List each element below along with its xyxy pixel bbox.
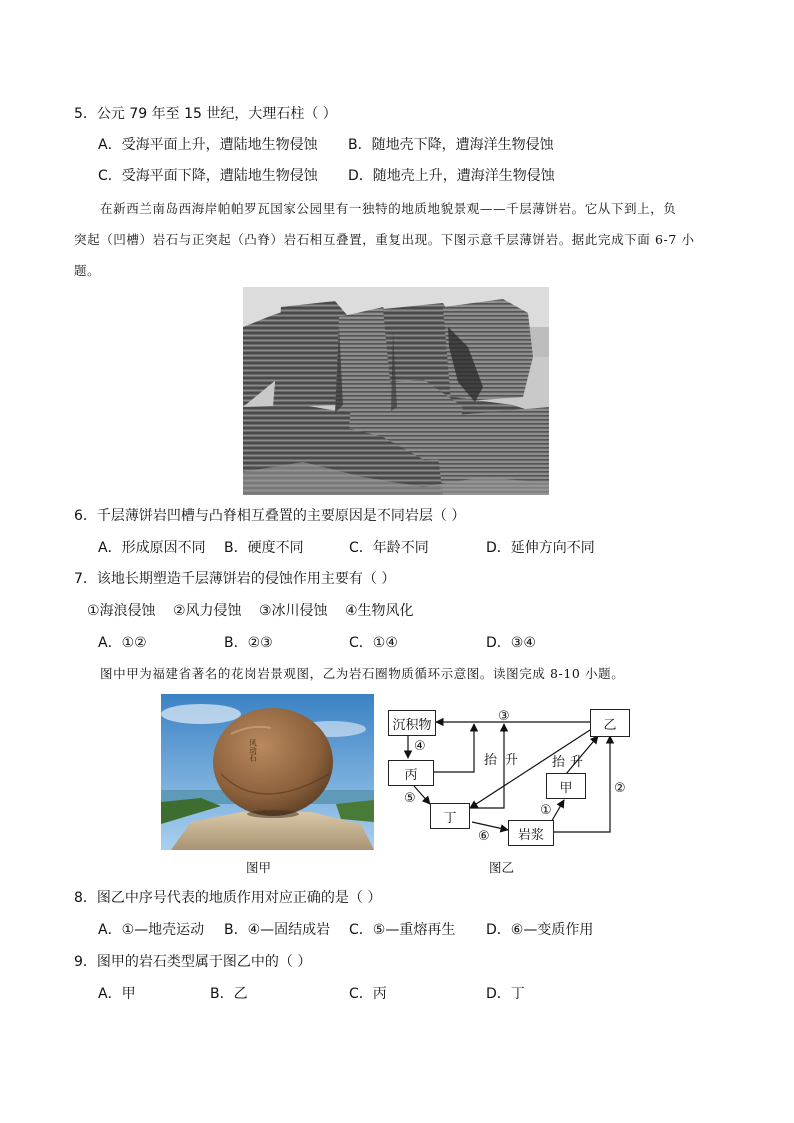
q7-item-4: ④生物风化 bbox=[345, 603, 414, 619]
label-n3: ③ bbox=[498, 709, 510, 724]
q5-stem: 5．公元 79 年至 15 世纪，大理石柱（ ） bbox=[74, 106, 337, 122]
q8-option-a: A．①—地壳运动 bbox=[98, 922, 205, 938]
q5-option-d: D．随地壳上升，遭海洋生物侵蚀 bbox=[348, 168, 555, 184]
label-n6: ⑥ bbox=[478, 829, 490, 844]
q7-item-1: ①海浪侵蚀 bbox=[87, 603, 156, 619]
box-magma: 岩浆 bbox=[508, 820, 554, 846]
q6-option-d: D．延伸方向不同 bbox=[486, 540, 595, 556]
passage1-line2: 突起（凹槽）岩石与正突起（凸脊）岩石相互叠置，重复出现。下图示意千层薄饼岩。据此完成下面 6-7 小 bbox=[74, 232, 695, 247]
label-n4: ④ bbox=[414, 739, 426, 754]
q9-stem: 9．图甲的岩石类型属于图乙中的（ ） bbox=[74, 954, 312, 970]
q6-option-b: B．硬度不同 bbox=[224, 540, 304, 556]
q6-option-a: A．形成原因不同 bbox=[98, 540, 206, 556]
q8-option-d: D．⑥—变质作用 bbox=[486, 922, 594, 938]
q5-option-c: C．受海平面下降，遭陆地生物侵蚀 bbox=[98, 168, 318, 184]
q7-option-c: C．①④ bbox=[349, 635, 398, 651]
box-sediment: 沉积物 bbox=[388, 710, 436, 736]
box-yi: 乙 bbox=[590, 709, 630, 737]
figure-b-caption: 图乙 bbox=[489, 860, 515, 875]
uplift-left-2: 升 bbox=[505, 753, 519, 768]
q7-item-3: ③冰川侵蚀 bbox=[259, 603, 328, 619]
box-bing: 丙 bbox=[388, 760, 434, 786]
q5-option-b: B．随地壳下降，遭海洋生物侵蚀 bbox=[348, 137, 554, 153]
q7-item-2: ②风力侵蚀 bbox=[173, 603, 242, 619]
figure-a-caption: 图甲 bbox=[246, 860, 272, 875]
q8-option-b: B．④—固结成岩 bbox=[224, 922, 331, 938]
q6-stem: 6．千层薄饼岩凹槽与凸脊相互叠置的主要原因是不同岩层（ ） bbox=[74, 508, 466, 524]
pancake-rocks-photo bbox=[243, 287, 549, 495]
uplift-right-2: 升 bbox=[570, 755, 584, 770]
passage2-text: 图中甲为福建省著名的花岗岩景观图，乙为岩石圈物质循环示意图。读图完成 8-10 小题。 bbox=[100, 666, 625, 681]
q5-option-a: A．受海平面上升，遭陆地生物侵蚀 bbox=[98, 137, 318, 153]
label-n1: ① bbox=[540, 803, 552, 818]
q7-stem: 7．该地长期塑造千层薄饼岩的侵蚀作用主要有（ ） bbox=[74, 571, 396, 587]
box-jia: 甲 bbox=[546, 773, 586, 799]
q9-option-a: A．甲 bbox=[98, 986, 136, 1002]
q7-option-b: B．②③ bbox=[224, 635, 273, 651]
q9-option-d: D．丁 bbox=[486, 986, 525, 1002]
q8-option-c: C．⑤—重熔再生 bbox=[349, 922, 456, 938]
q6-option-c: C．年龄不同 bbox=[349, 540, 429, 556]
rock-inscription: 风动石 bbox=[248, 739, 258, 762]
uplift-right-1: 抬 bbox=[552, 755, 566, 770]
uplift-left-1: 抬 bbox=[484, 753, 498, 768]
passage1-line3: 题。 bbox=[74, 263, 101, 278]
passage1-line1: 在新西兰南岛西海岸帕帕罗瓦国家公园里有一独特的地质地貌景观——千层薄饼岩。它从下到上，负 bbox=[100, 201, 677, 216]
box-ding: 丁 bbox=[430, 803, 470, 829]
label-n5: ⑤ bbox=[404, 791, 416, 806]
q9-option-b: B．乙 bbox=[210, 986, 248, 1002]
q7-option-a: A．①② bbox=[98, 635, 147, 651]
q7-option-d: D．③④ bbox=[486, 635, 536, 651]
q9-option-c: C．丙 bbox=[349, 986, 387, 1002]
label-n2: ② bbox=[614, 781, 626, 796]
q8-stem: 8．图乙中序号代表的地质作用对应正确的是（ ） bbox=[74, 890, 382, 906]
granite-rock-photo bbox=[161, 694, 374, 850]
